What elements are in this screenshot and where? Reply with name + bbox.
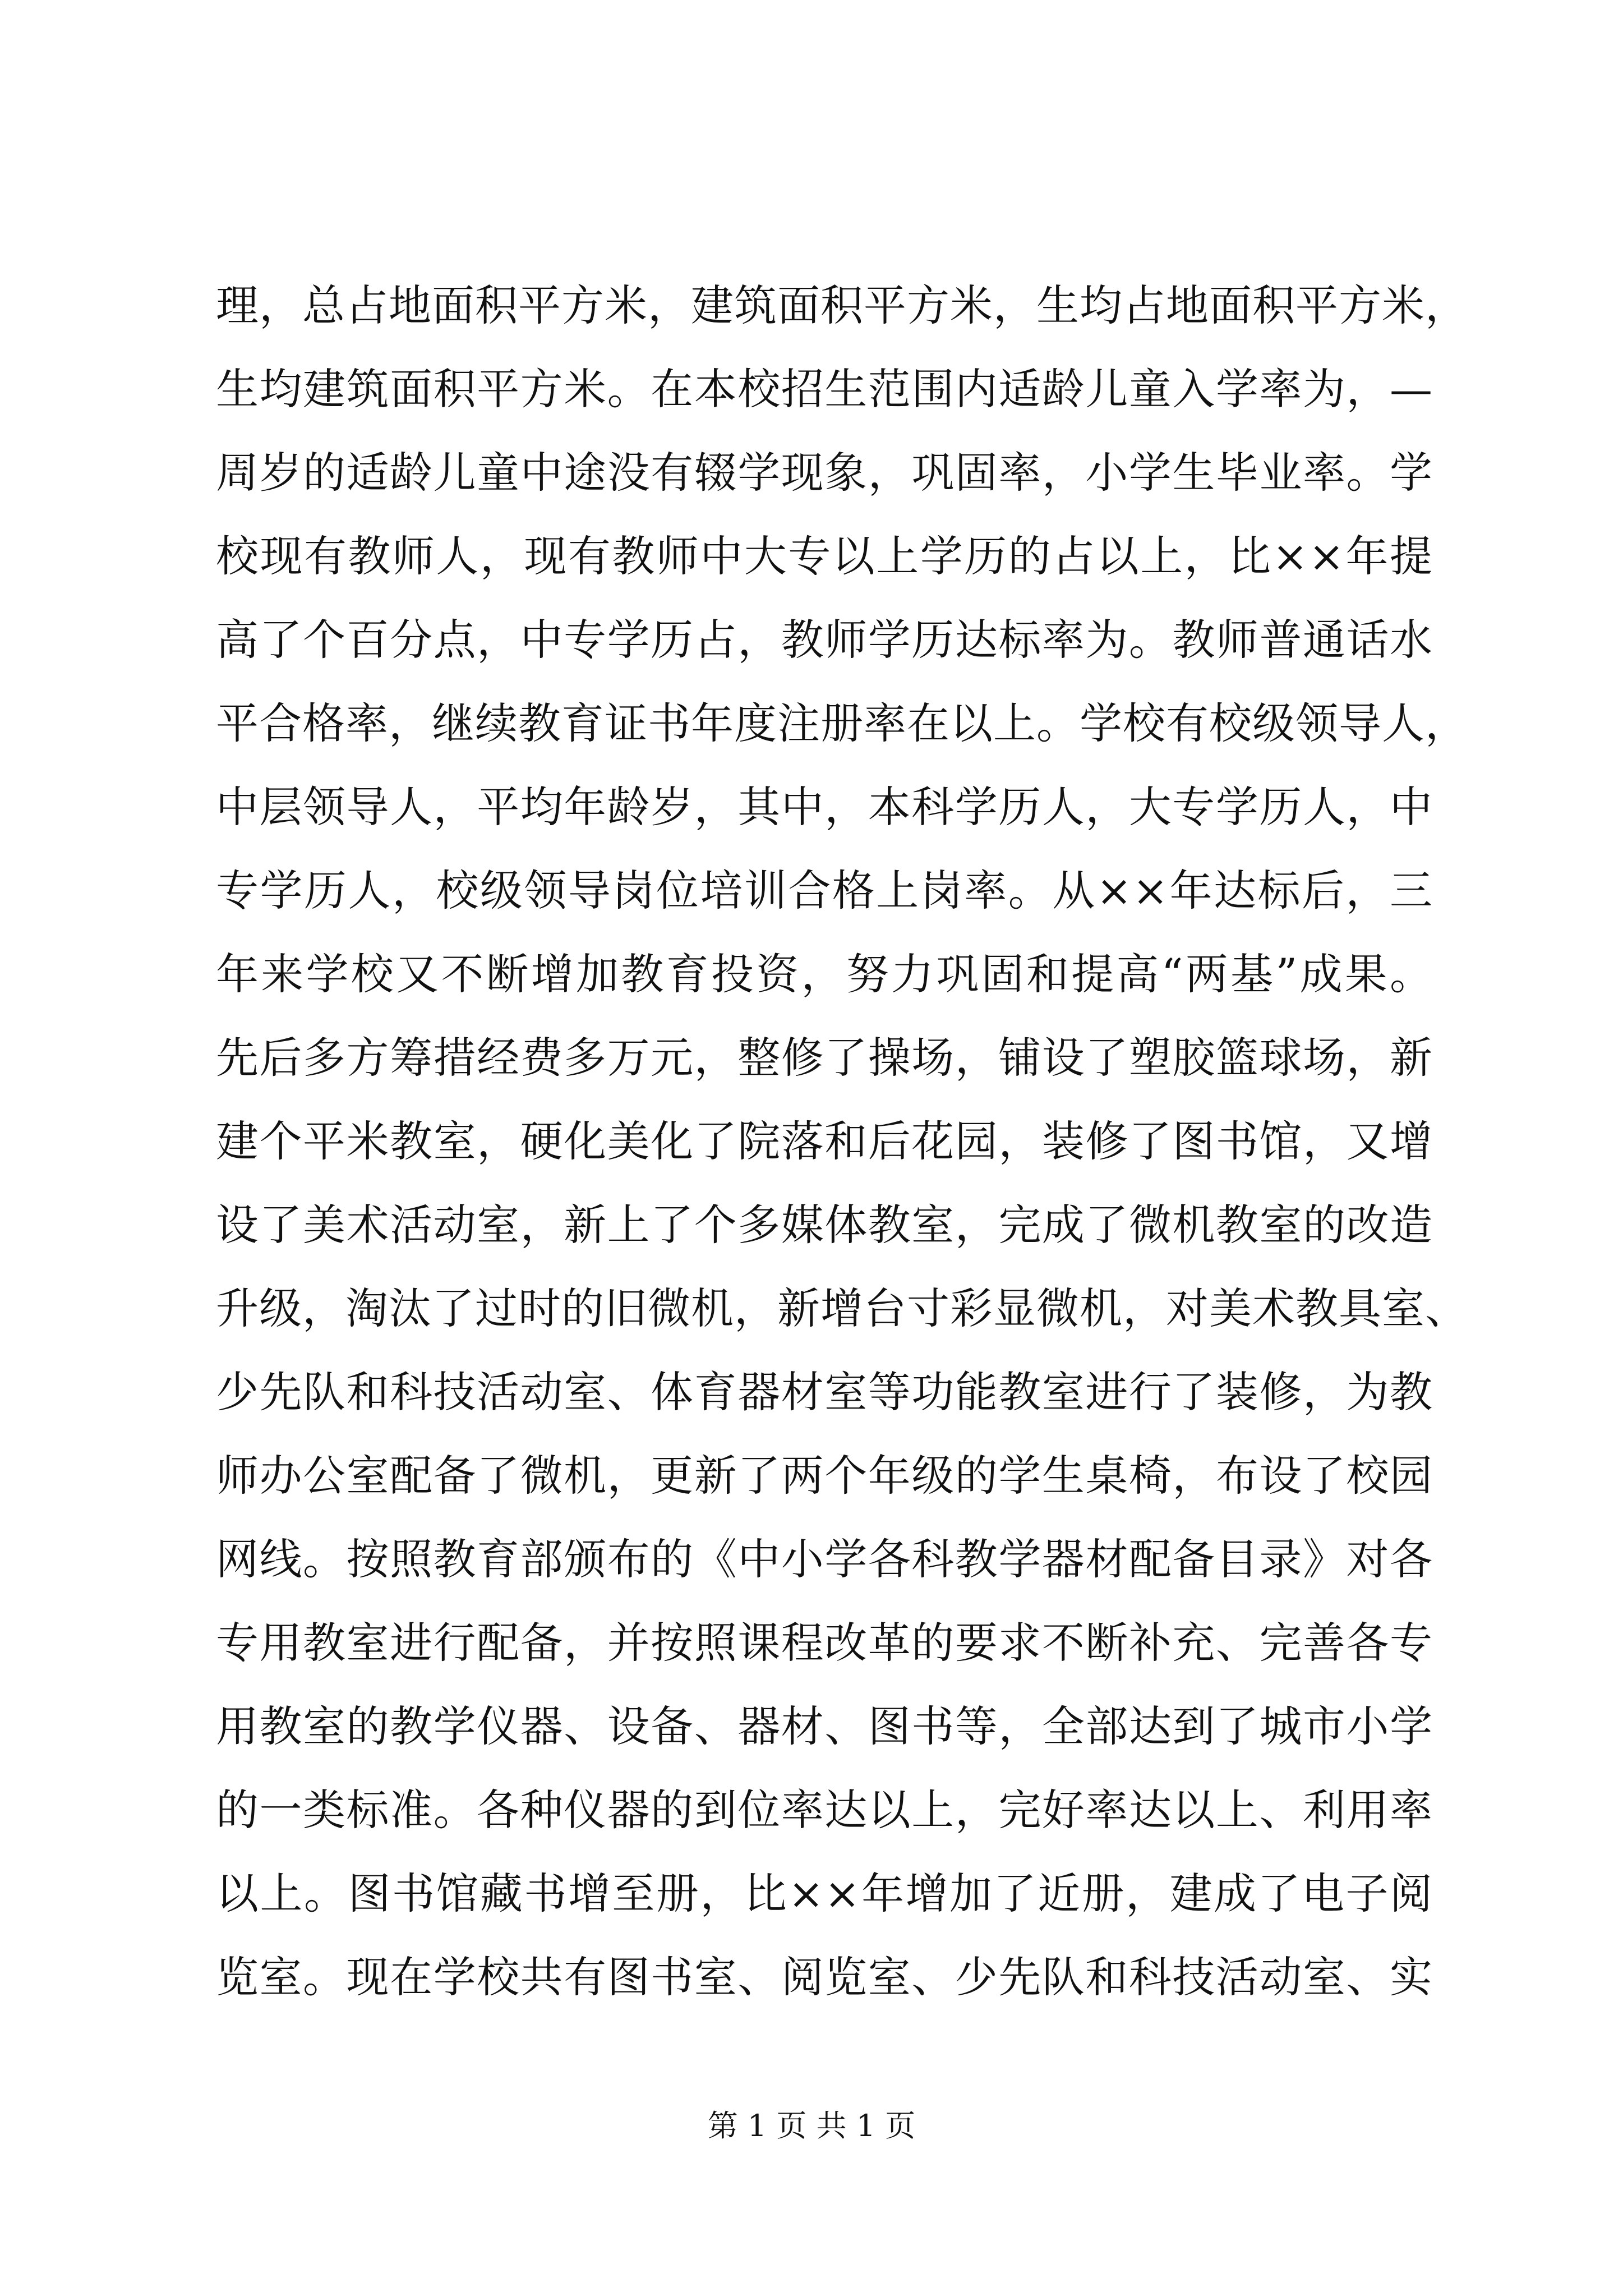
text-line: 校现有教师人，现有教师中大专以上学历的占以上，比××年提 [216, 531, 1433, 581]
text-line: 网线。按照教育部颁布的《中小学各科教学器材配备目录》对各 [216, 1534, 1433, 1584]
text-line: 平合格率，继续教育证书年度注册率在以上。学校有校级领导人， [216, 698, 1468, 748]
text-line: 周岁的适龄儿童中途没有辍学现象，巩固率，小学生毕业率。学 [216, 448, 1433, 498]
page-footer [0, 2106, 1623, 2146]
text-line: 专学历人，校级领导岗位培训合格上岗率。从××年达标后，三 [216, 866, 1433, 915]
text-line: 建个平米教室，硬化美化了院落和后花园，装修了图书馆，又增 [216, 1116, 1433, 1166]
text-line: 师办公室配备了微机，更新了两个年级的学生桌椅，布设了校园 [216, 1451, 1433, 1501]
text-line: 设了美术活动室，新上了个多媒体教室，完成了微机教室的改造 [216, 1200, 1433, 1250]
text-line: 升级，淘汰了过时的旧微机，新增台寸彩显微机，对美术教具室、 [216, 1283, 1468, 1333]
text-line: 用教室的教学仪器、设备、器材、图书等，全部达到了城市小学 [216, 1701, 1433, 1751]
text-line: 览室。现在学校共有图书室、阅览室、少先队和科技活动室、实 [216, 1952, 1433, 2002]
text-line: 高了个百分点，中专学历占，教师学历达标率为。教师普通话水 [216, 615, 1433, 665]
text-line: 中层领导人，平均年龄岁，其中，本科学历人，大专学历人，中 [216, 782, 1433, 832]
body-text [216, 264, 1468, 2019]
page-number-label: 第 1 页 共 1 页 [707, 2108, 916, 2143]
text-line: 生均建筑面积平方米。在本校招生范围内适龄儿童入学率为，— [216, 364, 1433, 414]
text-line: 专用教室进行配备，并按照课程改革的要求不断补充、完善各专 [216, 1618, 1433, 1668]
text-line: 以上。图书馆藏书增至册，比××年增加了近册，建成了电子阅 [216, 1869, 1433, 1918]
text-line: 先后多方筹措经费多万元，整修了操场，铺设了塑胶篮球场，新 [216, 1033, 1433, 1083]
text-line: 的一类标准。各种仪器的到位率达以上，完好率达以上、利用率 [216, 1785, 1433, 1835]
text-line: 理，总占地面积平方米，建筑面积平方米，生均占地面积平方米， [216, 280, 1468, 330]
text-line: 少先队和科技活动室、体育器材室等功能教室进行了装修，为教 [216, 1367, 1433, 1417]
text-line: 年来学校又不断增加教育投资，努力巩固和提高“两基”成果。 [216, 949, 1433, 999]
